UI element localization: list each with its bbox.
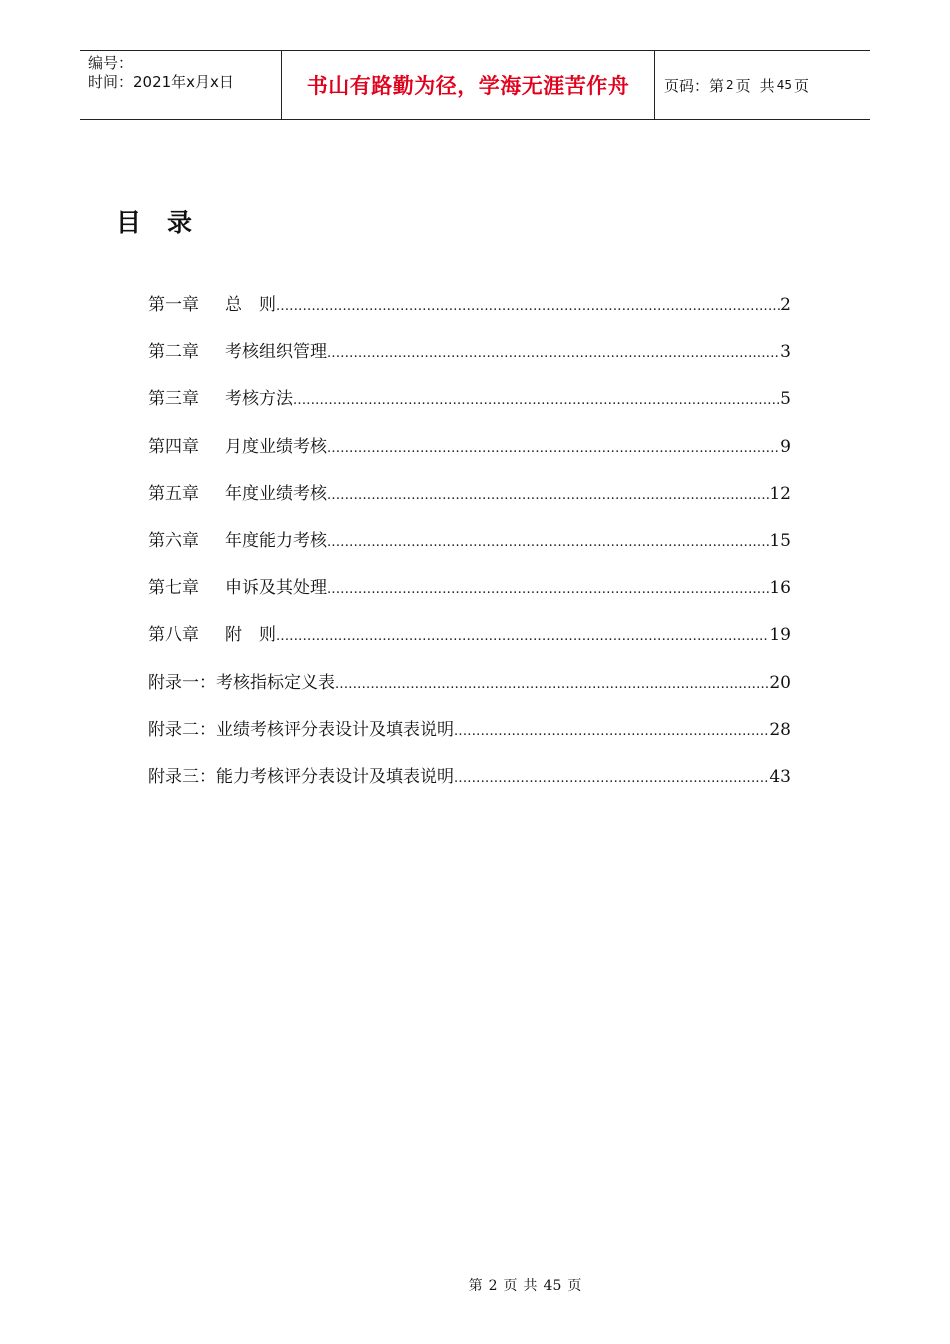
toc-leader-dots bbox=[327, 488, 769, 503]
toc-entry[interactable] bbox=[148, 432, 791, 479]
toc-entry-title: 考核指标定义表 bbox=[216, 672, 335, 693]
footer-p4: 页 bbox=[567, 1278, 582, 1294]
toc-page-number: 15 bbox=[769, 530, 791, 551]
toc-page-number: 12 bbox=[769, 483, 791, 504]
toc-entry[interactable] bbox=[148, 715, 791, 762]
toc-page-number: 16 bbox=[769, 578, 791, 599]
toc-chapter: 附录二： bbox=[148, 719, 216, 740]
toc-leader-dots bbox=[276, 629, 769, 644]
page-footer bbox=[0, 1275, 950, 1295]
page-suffix: 页 bbox=[793, 76, 809, 95]
time-label: 时间：2021年x月x日 bbox=[88, 73, 234, 91]
toc-chapter: 附录一： bbox=[148, 672, 216, 693]
toc-entry-title: 月度业绩考核 bbox=[225, 436, 327, 457]
toc-entry[interactable] bbox=[148, 290, 791, 337]
toc-chapter: 第三章 bbox=[148, 389, 199, 410]
toc-leader-dots bbox=[327, 441, 780, 456]
footer-p2: 页 bbox=[503, 1278, 518, 1294]
toc-entry[interactable] bbox=[148, 384, 791, 431]
toc-page-number: 20 bbox=[769, 672, 791, 693]
toc-entry[interactable] bbox=[148, 668, 791, 715]
toc-leader-dots bbox=[454, 771, 769, 786]
toc-page-number: 9 bbox=[780, 436, 791, 457]
toc-entry[interactable] bbox=[148, 762, 791, 809]
toc-leader-dots bbox=[293, 393, 780, 408]
toc-entry-title: 业绩考核评分表设计及填表说明 bbox=[216, 719, 454, 740]
toc-leader-dots bbox=[327, 346, 780, 361]
page-total: 45 bbox=[776, 78, 792, 92]
toc-entry-title: 总 则 bbox=[225, 295, 276, 315]
toc-entry-title: 年度能力考核 bbox=[225, 530, 327, 551]
toc-chapter: 第一章 bbox=[148, 295, 199, 315]
number-label: 编号： bbox=[88, 54, 134, 72]
toc-chapter: 第八章 bbox=[148, 625, 199, 646]
toc-chapter: 第四章 bbox=[148, 436, 199, 457]
header-motto: 书山有路勤为径，学海无涯苦作舟 bbox=[281, 51, 655, 119]
footer-p1: 第 bbox=[468, 1278, 483, 1294]
toc-leader-dots bbox=[276, 299, 780, 314]
toc-leader-dots bbox=[327, 582, 769, 597]
toc-chapter: 第五章 bbox=[148, 483, 199, 504]
footer-total-pages: 45 bbox=[543, 1278, 562, 1294]
toc-entry[interactable] bbox=[148, 620, 791, 667]
toc-page-number: 43 bbox=[769, 766, 791, 787]
toc-entry[interactable] bbox=[148, 337, 791, 384]
toc-entry-title: 附 则 bbox=[225, 625, 276, 646]
toc-leader-dots bbox=[454, 724, 769, 739]
toc-entry-title: 能力考核评分表设计及填表说明 bbox=[216, 766, 454, 787]
page-current: 2 bbox=[726, 78, 734, 92]
toc-entry[interactable] bbox=[148, 479, 791, 526]
toc-page-number: 3 bbox=[780, 342, 791, 363]
toc-leader-dots bbox=[327, 535, 769, 550]
page-mid: 页 bbox=[735, 76, 751, 95]
toc-page-number: 28 bbox=[769, 719, 791, 740]
table-of-contents bbox=[148, 290, 791, 809]
page-total-prefix: 共 bbox=[759, 76, 775, 95]
toc-chapter: 第二章 bbox=[148, 342, 199, 363]
toc-entry-title: 申诉及其处理 bbox=[225, 578, 327, 599]
toc-entry-title: 年度业绩考核 bbox=[225, 483, 327, 504]
toc-chapter: 第七章 bbox=[148, 578, 199, 599]
toc-page-number: 5 bbox=[780, 389, 791, 410]
toc-page-number: 19 bbox=[769, 625, 791, 646]
toc-title: 目录 bbox=[116, 208, 219, 237]
toc-chapter: 附录三： bbox=[148, 766, 216, 787]
page-prefix: 页码：第 bbox=[664, 76, 725, 95]
toc-page-number: 2 bbox=[780, 295, 791, 315]
toc-leader-dots bbox=[335, 677, 769, 692]
toc-entry-title: 考核方法 bbox=[225, 389, 293, 410]
toc-entry-title: 考核组织管理 bbox=[225, 342, 327, 363]
footer-current-page: 2 bbox=[488, 1278, 498, 1294]
page-header bbox=[80, 50, 870, 120]
toc-entry[interactable] bbox=[148, 526, 791, 573]
footer-p3: 共 bbox=[523, 1278, 538, 1294]
header-left bbox=[80, 51, 281, 119]
toc-entry[interactable] bbox=[148, 573, 791, 620]
toc-chapter: 第六章 bbox=[148, 530, 199, 551]
header-page-info bbox=[655, 51, 870, 119]
